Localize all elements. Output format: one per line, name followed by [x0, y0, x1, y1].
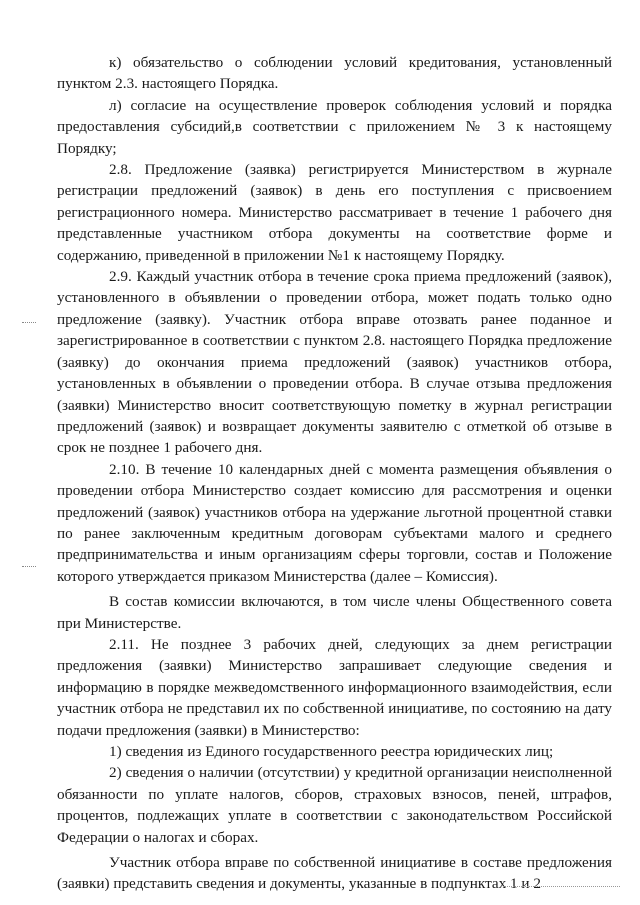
- paragraph-2-9: 2.9. Каждый участник отбора в течение срока приема предложений (заявок), установленного в объявлении о проведении отбора, может подать только одно предложение (заявку). Участник отбора вправе отозвать ранее поданное и зарегистрированное в соответствии с пунктом 2.8. настоящего Порядка предложение (заявку) до окончания приема предложений (заявок) участников отбора, установленных в объявлении о проведении отбора. В случае отзыва предложения (заявки) Министерство вносит соответствующую пометку в журнал регистрации предложений (заявок) и возвращает документы заявителю с отметкой об отзыве в срок не позднее 1 рабочего дня.: [57, 268, 612, 457]
- paragraph-item-2: 2) сведения о наличии (отсутствии) у кредитной организации неисполненной обязанности по уплате налогов, сборов, страховых взносов, пеней, штрафов, процентов, подлежащих уплате в соответствии с законодательством Российской Федерации о налогах и сборах.: [57, 764, 612, 846]
- paragraph-2-11: 2.11. Не позднее 3 рабочих дней, следующих за днем регистрации предложения (заявки) Министерство запрашивает следующие сведения и информацию в порядке межведомственного информационного взаимодействия, если участник отбора не представил их по собственной инициативе, по состоянию на дату подачи предложения (заявки) в Министерство:: [57, 635, 612, 739]
- scan-mark: [22, 566, 36, 569]
- paragraph-participant-right: Участник отбора вправе по собственной инициативе в составе предложения (заявки) представить сведения и документы, указанные в подпунктах 1 и 2: [57, 854, 612, 893]
- paragraph-item-1: 1) сведения из Единого государственного реестра юридических лиц;: [109, 743, 554, 760]
- paragraph-k-obligation: к) обязательство о соблюдении условий кредитования, установленный пунктом 2.3. настоящего Порядка.: [57, 54, 612, 93]
- scan-footer-dots: [500, 886, 620, 887]
- paragraph-commission-members: В состав комиссии включаются, в том числе члены Общественного совета при Министерстве.: [57, 593, 612, 632]
- document-body: [57, 52, 612, 895]
- paragraph-l-consent: л) согласие на осуществление проверок соблюдения условий и порядка предоставления субсидий,в соответствии с приложением № 3 к настоящему Порядку;: [57, 96, 612, 157]
- paragraph-2-8: 2.8. Предложение (заявка) регистрируется Министерством в журнале регистрации предложений (заявок) в день его поступления с присвоением регистрационного номера. Министерство рассматривает в течение 1 рабочего дня представленные участником отбора документы на соответствие форме и содержанию, приведенной в приложении №1 к настоящему Порядку.: [57, 161, 612, 264]
- scan-mark: [22, 322, 36, 325]
- paragraph-2-10: 2.10. В течение 10 календарных дней с момента размещения объявления о проведении отбора Министерство создает комиссию для рассмотрения и оценки предложений (заявок) участников отбора на удержание льготной процентной ставки по ранее заключенным кредитным договорам субъектами малого и среднего предпринимательства и иным организациям сферы торговли, состав и Положение которого утверждается приказом Министерства (далее – Комиссия).: [57, 460, 612, 585]
